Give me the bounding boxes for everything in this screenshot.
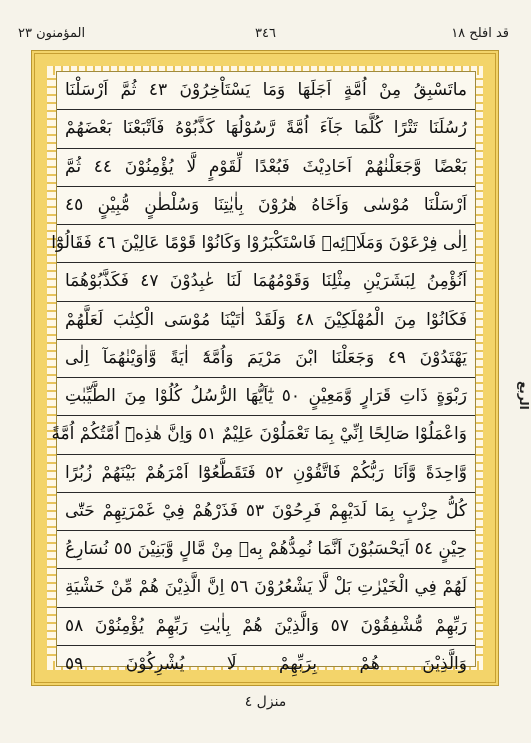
text-line-10: وَاعْمَلُوْا صَالِحًا اِنِّيْ بِمَا تَعْمَلُوْنَ عَلِيْمٌ ٥١ وَاِنَّ هٰذِهٖٓ اُمَّتُكُمْ اُمَّةً [57, 416, 475, 454]
text-line-7: فَكَانُوْا مِنَ الْمُهْلَكِيْنَ ٤٨ وَلَقَدْ اٰتَيْنَا مُوْسَى الْكِتٰبَ لَعَلَّهُمْ [57, 302, 475, 340]
text-line-5: اِلٰى فِرْعَوْنَ وَمَلَا۟ئِهٖ فَاسْتَكْبَرُوْا وَكَانُوْا قَوْمًا عَالِيْنَ ٤٦ فَقَالُوْٓا [57, 225, 475, 263]
text-line-2: رُسُلَنَا تَتْرًا كُلَّمَا جَآءَ اُمَّةً رَّسُوْلُهَا كَذَّبُوْهُ فَاَتْبَعْنَا بَعْضَهُمْ [57, 110, 475, 148]
text-line-3: بَعْضًا وَّجَعَلْنٰهُمْ اَحَادِيْثَ فَبُعْدًا لِّقَوْمٍ لَّا يُؤْمِنُوْنَ ٤٤ ثُمَّ [57, 149, 475, 187]
manzil-footer: منزل ٤ [244, 694, 287, 710]
text-line-8: يَهْتَدُوْنَ ٤٩ وَجَعَلْنَا ابْنَ مَرْيَمَ وَاُمَّهٗٓ اٰيَةً وَّاٰوَيْنٰهُمَآ اِلٰى [57, 340, 475, 378]
rub-marker: الربع [517, 381, 531, 410]
page-number: ٣٤٦ [255, 26, 276, 41]
text-line-16: وَالَّذِيْنَ هُمْ بِرَبِّهِمْ لَا يُشْرِكُوْنَ ٥٩ [65, 653, 467, 674]
text-line-12: كُلُّ حِزْبٍ بِمَا لَدَيْهِمْ فَرِحُوْنَ ٥٣ فَذَرْهُمْ فِيْ غَمْرَتِهِمْ حَتّٰى [57, 493, 475, 531]
page-header [0, 26, 531, 48]
text-panel [51, 71, 476, 674]
ornamental-frame [31, 50, 499, 686]
surah-title: المؤمنون ٢٣ [18, 26, 86, 41]
text-line-6: اَنُؤْمِنُ لِبَشَرَيْنِ مِثْلِنَا وَقَوْمُهُمَا لَنَا عٰبِدُوْنَ ٤٧ فَكَذَّبُوْهُمَا [57, 263, 475, 301]
text-line-1: ماتَسْبِقُ مِنْ اُمَّةٍ اَجَلَهَا وَمَا يَسْتَاْخِرُوْنَ ٤٣ ثُمَّ اَرْسَلْنَا [57, 72, 475, 110]
juz-title: قد افلح ١٨ [451, 26, 509, 41]
text-line-14: لَهُمْ فِي الْخَيْرٰتِ بَلْ لَّا يَشْعُرُوْنَ ٥٦ اِنَّ الَّذِيْنَ هُمْ مِّنْ خَشْيَةِ [57, 569, 475, 607]
text-line-11: وَّاحِدَةً وَّاَنَا رَبُّكُمْ فَاتَّقُوْنِ ٥٢ فَتَقَطَّعُوْٓا اَمْرَهُمْ بَيْنَهُمْ زُبُرًا [57, 455, 475, 493]
text-line-9: رَبْوَةٍ ذَاتِ قَرَارٍ وَّمَعِيْنٍ ٥٠ يٰٓاَيُّهَا الرُّسُلُ كُلُوْا مِنَ الطَّيِّبٰتِ [57, 378, 475, 416]
text-line-13: حِيْنٍ ٥٤ اَيَحْسَبُوْنَ اَنَّمَا نُمِدُّهُمْ بِهٖ مِنْ مَّالٍ وَّبَنِيْنَ ٥٥ نُسَارِعُ [57, 531, 475, 569]
text-line-15: رَبِّهِمْ مُّشْفِقُوْنَ ٥٧ وَالَّذِيْنَ هُمْ بِاٰيٰتِ رَبِّهِمْ يُؤْمِنُوْنَ ٥٨ [57, 608, 475, 646]
text-line-4: اَرْسَلْنَا مُوْسٰى وَاَخَاهُ هٰرُوْنَ بِاٰيٰتِنَا وَسُلْطٰنٍ مُّبِيْنٍ ٤٥ [57, 187, 475, 225]
